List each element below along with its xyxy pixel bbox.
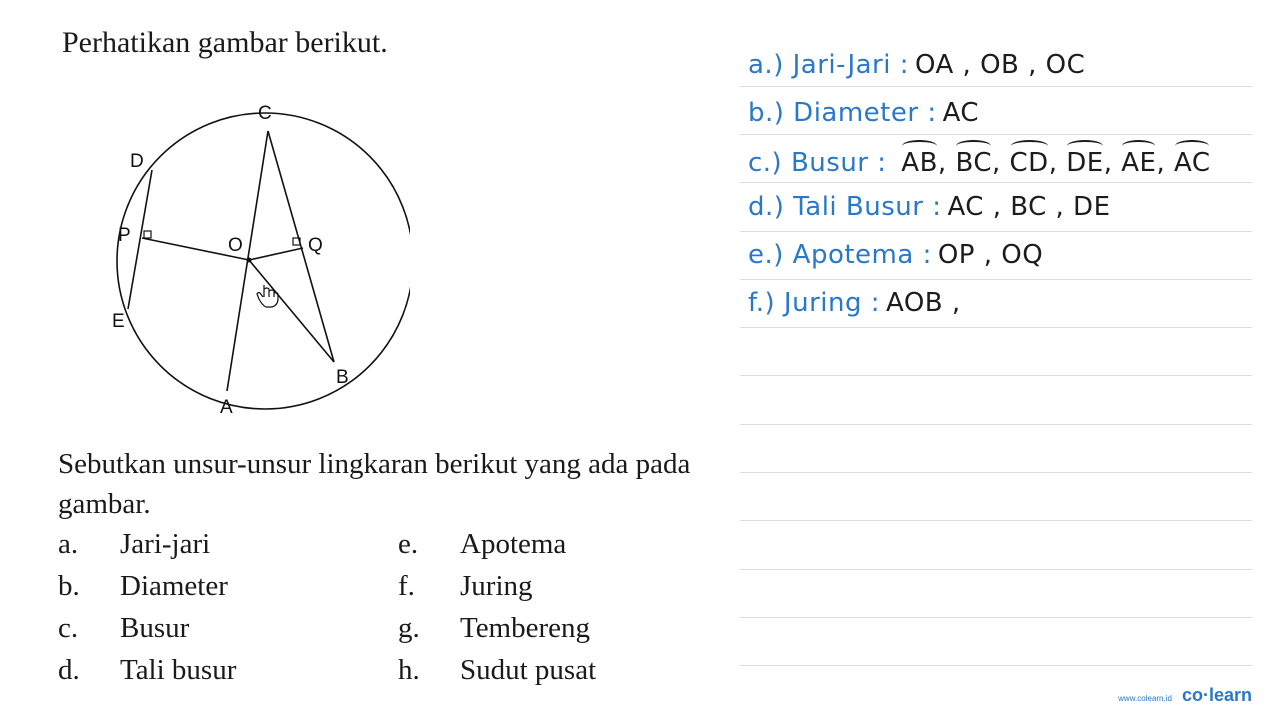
- rule-line: [740, 617, 1252, 618]
- answer-notebook: [740, 0, 1252, 720]
- arc-item: BC: [955, 142, 992, 178]
- arc-item: AB: [901, 142, 938, 178]
- option-f: f. Juring: [398, 570, 533, 602]
- radius-ob: [249, 260, 334, 362]
- chord-bc: [268, 131, 334, 362]
- brand-url[interactable]: www.colearn.id: [1118, 694, 1172, 703]
- point-label-e: E: [112, 311, 125, 332]
- right-angle-mark-icon: [144, 231, 151, 238]
- brand-footer: [1118, 685, 1252, 706]
- point-label-a: A: [220, 397, 233, 418]
- arc-item: CD: [1010, 142, 1049, 178]
- answer-tali-busur: d.) Tali Busur : AC , BC , DE: [748, 192, 1111, 222]
- answer-apotema: e.) Apotema : OP , OQ: [748, 240, 1044, 270]
- answer-busur: c.) Busur : AB, BC, CD, DE, AE, AC: [748, 142, 1210, 186]
- brand-logo: co·learn: [1181, 685, 1252, 705]
- option-e: e. Apotema: [398, 528, 567, 560]
- point-label-c: C: [258, 103, 272, 124]
- rule-line: [740, 375, 1252, 376]
- question-prompt: Sebutkan unsur-unsur lingkaran berikut yang ada pada gambar.: [58, 448, 691, 520]
- rule-line: [740, 569, 1252, 570]
- arc-item: DE: [1066, 142, 1103, 178]
- answer-juring: f.) Juring : AOB ,: [748, 288, 961, 318]
- option-b: b. Diameter: [58, 570, 228, 602]
- point-label-o: O: [228, 235, 243, 256]
- option-a: a. Jari-jari: [58, 528, 211, 560]
- point-label-b: B: [336, 367, 349, 388]
- option-d: d. Tali busur: [58, 654, 237, 686]
- point-label-p: P: [118, 225, 131, 246]
- answer-jari-jari: a.) Jari-Jari : OA , OB , OC: [748, 50, 1086, 80]
- point-label-d: D: [130, 151, 144, 172]
- option-h: h. Sudut pusat: [398, 654, 597, 686]
- rule-line: [740, 424, 1252, 425]
- rule-line: [740, 665, 1252, 666]
- apothem-oq: [249, 248, 303, 260]
- option-g: g. Tembereng: [398, 612, 591, 644]
- question-intro: Perhatikan gambar berikut.: [62, 26, 388, 59]
- hand-cursor-icon: [257, 285, 278, 307]
- option-c: c. Busur: [58, 612, 190, 644]
- rule-line: [740, 520, 1252, 521]
- arc-item: AE: [1121, 142, 1156, 178]
- center-point: [247, 258, 252, 263]
- arc-item: AC: [1174, 142, 1210, 178]
- circle-figure: [100, 95, 410, 425]
- point-label-q: Q: [308, 235, 323, 256]
- answer-diameter: b.) Diameter : AC: [748, 98, 980, 128]
- rule-line: [740, 472, 1252, 473]
